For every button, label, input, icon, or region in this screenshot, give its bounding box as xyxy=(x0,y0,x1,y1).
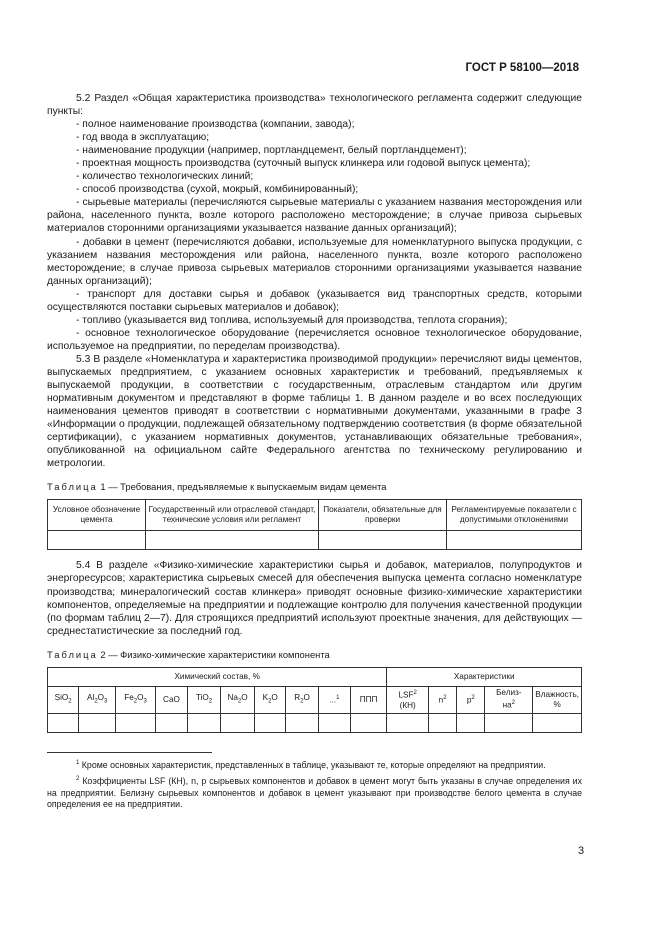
table-1-title: 1 — Требования, предъявляемые к выпускаемым видам цемента xyxy=(100,481,387,493)
table-1-header: Показатели, обязательные для проверки xyxy=(319,500,447,531)
table-2-column-row xyxy=(48,686,582,713)
chem-col: CaO xyxy=(155,686,187,713)
section-5-2-list xyxy=(47,118,582,353)
section-5-4-text: 5.4 В разделе «Физико-химические характеристики сырья и добавок, материалов, полупродуктов и энергоресурсов; характеристика сырьевых смесей для обеспечения выпуска цемента согласно номенклатуре производства; минералогический состав клинкера» приводят основные физико-химические характеристики компонентов, определяемые на предприятии и подлежащие контролю для получения качественной продукции (по формам таблиц 2—7). Для строящихся предприятий используют проектные значения, для действующих — среднестатистические за последний год. xyxy=(47,560,582,637)
col-moisture: Влажность, % xyxy=(533,686,582,713)
chem-col: $Fe_2O_3$ xyxy=(116,686,156,713)
table-cell xyxy=(146,531,319,550)
footnote-1: $^1$ Кроме основных характеристик, представленных в таблице, указывают те, которые определяют на предприятии. xyxy=(76,759,546,770)
list-item: - количество технологических линий; xyxy=(76,171,254,183)
table-cell xyxy=(485,713,533,732)
list-item: - способ производства (сухой, мокрый, комбинированный); xyxy=(76,184,359,196)
col-p: $p^2$ xyxy=(457,686,485,713)
document-header: ГОСТ Р 58100—2018 xyxy=(465,62,579,74)
list-item: - проектная мощность производства (суточный выпуск клинкера или годовой выпуск цемента); xyxy=(76,158,531,170)
chem-col: $R_2O$ xyxy=(286,686,319,713)
list-item: - транспорт для доставки сырья и добавок (указывается вид транспортных средств, которыми осуществляются поставки сырьевых материалов и добавок); xyxy=(47,288,582,313)
col-whiteness: Белиз- $на^2$ xyxy=(485,686,533,713)
table-2 xyxy=(47,667,582,733)
footnote-2: $^2$ Коэффициенты LSF (КН), n, p сырьевых компонентов и добавок в цемент могут быть указаны в случае определения их на предприятии. Белизну сырьевых компонентов и добавок в цемент указывают при производстве белого цемента в случае определения ее на предприятии. xyxy=(47,776,582,810)
table-2-title: 2 — Физико-химические характеристики компонента xyxy=(100,648,330,660)
characteristics-header: Характеристики xyxy=(387,667,582,686)
chem-col: $Na_2O$ xyxy=(220,686,254,713)
section-5-2-intro: 5.2 Раздел «Общая характеристика производства» технологического регламента содержит следующие пункты: xyxy=(47,93,582,118)
table-cell xyxy=(318,713,350,732)
table-cell xyxy=(457,713,485,732)
table-cell xyxy=(319,531,447,550)
table-1-header-row xyxy=(48,500,582,531)
chem-col: TiO$_2$ xyxy=(188,686,221,713)
list-item: - полное наименование производства (компании, завода); xyxy=(76,119,355,131)
table-2-caption xyxy=(47,648,582,661)
table-cell xyxy=(387,713,429,732)
table-2-group-row xyxy=(48,667,582,686)
table-cell xyxy=(188,713,221,732)
table-cell xyxy=(48,713,79,732)
chem-col: SiO$_2$ xyxy=(48,686,79,713)
col-n: $n^2$ xyxy=(428,686,456,713)
table-1-header: Государственный или отраслевой стандарт, технические условия или регламент xyxy=(146,500,319,531)
table-cell xyxy=(79,713,116,732)
table-2-label: Таблица xyxy=(47,648,98,660)
chem-col: ...$^1$ xyxy=(318,686,350,713)
table-1 xyxy=(47,499,582,550)
table-cell xyxy=(350,713,386,732)
table-cell xyxy=(48,531,146,550)
list-item: - основное технологическое оборудование (перечисляется основное технологическое оборудование, используемое на предприятии, по переделам производства). xyxy=(47,327,582,352)
footnote-separator xyxy=(47,752,212,753)
table-1-empty-row xyxy=(48,531,582,550)
chem-col: $K_2O$ xyxy=(255,686,286,713)
chemical-composition-header: Химический состав, % xyxy=(48,667,387,686)
list-item: - год ввода в эксплуатацию; xyxy=(76,132,210,144)
col-lsf: LSF$^2$ (КН) xyxy=(387,686,429,713)
table-1-header: Регламентируемые показатели с допустимыми отклонениями xyxy=(447,500,582,531)
table-cell xyxy=(155,713,187,732)
list-item: - топливо (указывается вид топлива, используемый для производства, теплота сгорания); xyxy=(76,314,508,326)
page-number: 3 xyxy=(578,845,585,857)
page-content xyxy=(47,92,582,814)
table-cell xyxy=(447,531,582,550)
table-cell xyxy=(220,713,254,732)
table-cell xyxy=(286,713,319,732)
table-2-empty-row xyxy=(48,713,582,732)
section-5-3-text: 5.3 В разделе «Номенклатура и характеристика производимой продукции» перечисляют виды цементов, выпускаемых предприятием, с указанием основных характеристик и требований, предъявляемых к выпускаемой продукции, в соответствии с государственным, отраслевым стандартом или другим нормативным документом и представляют в форме таблицы 1. В данном разделе и во всех последующих наименования цементов приводят в соответствии с нормативными документами, указанными в графе 3 «Информации о продукции, подлежащей обязательному подтверждению соответствия (в форме обязательной сертификации), с указанием нормативных документов, устанавливающих обязательные требования», опубликованной на официальном сайте Федерального агентства по техническому регулированию и метрологии. xyxy=(47,353,582,470)
table-1-label: Таблица xyxy=(47,481,98,493)
table-cell xyxy=(428,713,456,732)
table-1-caption xyxy=(47,480,582,493)
table-cell xyxy=(255,713,286,732)
list-item: - наименование продукции (например, портландцемент, белый портландцемент); xyxy=(76,145,467,157)
list-item: - добавки в цемент (перечисляются добавки, используемые для номенклатурного выпуска продукции, с указанием названия месторождения или района, населенного пункта, возле которого расположено месторождение; в случае привоза сырьевых материалов сторонними организациями указывается название данных организаций); xyxy=(47,236,582,287)
table-1-header: Условное обозначение цемента xyxy=(48,500,146,531)
chem-col: ППП xyxy=(350,686,386,713)
table-cell xyxy=(533,713,582,732)
list-item: - сырьевые материалы (перечисляются сырьевые материалы с указанием названия месторождения или района, населенного пункта, возле которого расположено месторождение; в случае привоза сырьевых материалов сторонними организациями указывается название данных организаций); xyxy=(47,197,582,235)
table-cell xyxy=(116,713,156,732)
chem-col: $Al_2O_3$ xyxy=(79,686,116,713)
